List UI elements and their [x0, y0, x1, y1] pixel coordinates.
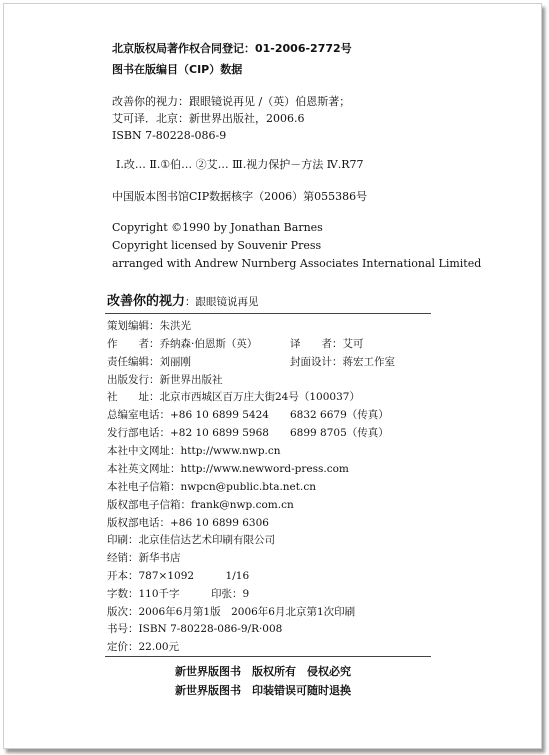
distribution-phone: 发行部电话：+82 10 6899 5968 6899 8705（传真）	[107, 427, 389, 439]
cover-designer: 封面设计：蒋宏工作室	[290, 356, 395, 368]
publisher: 出版发行：新世界出版社	[107, 374, 223, 386]
cip-heading: 图书在版编目（CIP）数据	[112, 63, 243, 76]
office-phone: 总编室电话：+86 10 6899 5424 6832 6679（传真）	[107, 409, 389, 421]
press-email: 本社电子信箱：nwpcn@public.bta.net.cn	[107, 481, 316, 493]
price: 定价：22.00元	[107, 641, 180, 653]
english-website: 本社英文网址：http://www.newword-press.com	[107, 463, 349, 475]
footer-rights-notice: 新世界版图书 版权所有 侵权必究	[175, 665, 351, 678]
printer: 印刷：北京佳信达艺术印刷有限公司	[107, 534, 275, 546]
copyright-line-1: Copyright ©1990 by Jonathan Barnes	[112, 221, 323, 234]
classification-line: Ⅰ.改… Ⅱ.①伯… ②艾… Ⅲ.视力保护－方法 Ⅳ.R77	[116, 158, 364, 171]
cip-number: 中国版本图书馆CIP数据核字（2006）第055386号	[112, 190, 368, 203]
planner: 策划编辑：朱洪光	[107, 320, 191, 332]
cip-entry-line-2: 艾可译．北京：新世界出版社，2006.6	[112, 112, 305, 125]
word-count: 字数：110千字 印张：9	[107, 588, 250, 600]
copyright-line-2: Copyright licensed by Souvenir Press	[112, 239, 322, 252]
translator: 译 者：艾可	[290, 338, 364, 350]
footer-divider	[105, 656, 431, 657]
author: 作 者：乔纳森·伯恩斯（英）	[107, 338, 258, 350]
chinese-website: 本社中文网址：http://www.nwp.cn	[107, 445, 281, 457]
book-number: 书号：ISBN 7-80228-086-9/R·008	[107, 623, 283, 635]
contract-registration: 北京版权局著作权合同登记：01-2006-2772号	[112, 42, 352, 55]
rights-phone: 版权部电话：+86 10 6899 6306	[107, 517, 269, 529]
title-divider	[105, 313, 431, 314]
cip-entry-line-1: 改善你的视力：跟眼镜说再见 /（英）伯恩斯著；	[112, 95, 351, 108]
editor: 责任编辑：刘丽刚	[107, 356, 191, 368]
footer-exchange-notice: 新世界版图书 印装错误可随时退换	[175, 684, 351, 697]
cip-entry-isbn: ISBN 7-80228-086-9	[112, 129, 227, 142]
book-title	[107, 295, 259, 308]
book-title-main: 改善你的视力	[107, 294, 186, 309]
copyright-line-3: arranged with Andrew Nurnberg Associates International Limited	[112, 257, 482, 270]
book-subtitle: ：跟眼镜说再见	[185, 296, 259, 308]
distributor: 经销：新华书店	[107, 552, 181, 564]
edition-info: 版次：2006年6月第1版 2006年6月北京第1次印刷	[107, 606, 356, 618]
address: 社 址：北京市西城区百万庄大街24号（100037）	[107, 391, 360, 403]
book-format: 开本：787×1092 1/16	[107, 570, 250, 582]
rights-email: 版权部电子信箱：frank@nwp.com.cn	[107, 499, 294, 511]
